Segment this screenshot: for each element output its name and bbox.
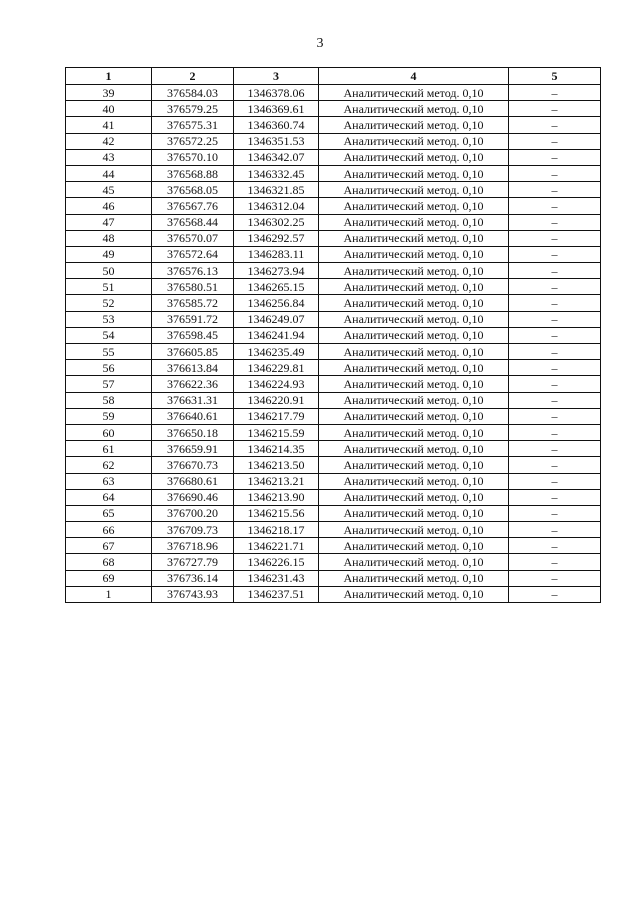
note-cell: – [509,149,601,165]
point-number-cell: 55 [66,344,152,360]
y-coordinate-cell: 1346265.15 [234,279,319,295]
x-coordinate-cell: 376659.91 [152,441,234,457]
table-row [66,408,601,424]
note-cell: – [509,230,601,246]
x-coordinate-cell: 376727.79 [152,554,234,570]
x-coordinate-cell: 376640.61 [152,408,234,424]
note-cell: – [509,489,601,505]
method-cell: Аналитический метод. 0,10 [319,263,509,279]
x-coordinate-cell: 376572.25 [152,133,234,149]
point-number-cell: 63 [66,473,152,489]
point-number-cell: 58 [66,392,152,408]
column-header-4: 4 [319,68,509,85]
table-row [66,101,601,117]
y-coordinate-cell: 1346218.17 [234,522,319,538]
coordinates-table [65,67,601,603]
point-number-cell: 48 [66,230,152,246]
point-number-cell: 52 [66,295,152,311]
point-number-cell: 47 [66,214,152,230]
x-coordinate-cell: 376591.72 [152,311,234,327]
method-cell: Аналитический метод. 0,10 [319,279,509,295]
point-number-cell: 41 [66,117,152,133]
y-coordinate-cell: 1346214.35 [234,441,319,457]
method-cell: Аналитический метод. 0,10 [319,295,509,311]
point-number-cell: 49 [66,246,152,262]
y-coordinate-cell: 1346378.06 [234,85,319,101]
point-number-cell: 45 [66,182,152,198]
x-coordinate-cell: 376622.36 [152,376,234,392]
note-cell: – [509,295,601,311]
note-cell: – [509,441,601,457]
method-cell: Аналитический метод. 0,10 [319,85,509,101]
point-number-cell: 64 [66,489,152,505]
method-cell: Аналитический метод. 0,10 [319,522,509,538]
note-cell: – [509,85,601,101]
note-cell: – [509,522,601,538]
x-coordinate-cell: 376743.93 [152,586,234,602]
y-coordinate-cell: 1346221.71 [234,538,319,554]
note-cell: – [509,311,601,327]
method-cell: Аналитический метод. 0,10 [319,327,509,343]
point-number-cell: 66 [66,522,152,538]
column-header-2: 2 [152,68,234,85]
note-cell: – [509,473,601,489]
note-cell: – [509,586,601,602]
method-cell: Аналитический метод. 0,10 [319,489,509,505]
point-number-cell: 60 [66,424,152,440]
x-coordinate-cell: 376605.85 [152,344,234,360]
point-number-cell: 39 [66,85,152,101]
note-cell: – [509,165,601,181]
table-row [66,344,601,360]
method-cell: Аналитический метод. 0,10 [319,182,509,198]
method-cell: Аналитический метод. 0,10 [319,376,509,392]
x-coordinate-cell: 376584.03 [152,85,234,101]
note-cell: – [509,214,601,230]
table-row [66,149,601,165]
table-row [66,376,601,392]
table-row [66,246,601,262]
y-coordinate-cell: 1346321.85 [234,182,319,198]
point-number-cell: 1 [66,586,152,602]
x-coordinate-cell: 376570.07 [152,230,234,246]
x-coordinate-cell: 376700.20 [152,505,234,521]
table-header-row [66,68,601,85]
note-cell: – [509,117,601,133]
y-coordinate-cell: 1346256.84 [234,295,319,311]
note-cell: – [509,538,601,554]
y-coordinate-cell: 1346213.50 [234,457,319,473]
x-coordinate-cell: 376680.61 [152,473,234,489]
note-cell: – [509,554,601,570]
table-row [66,554,601,570]
note-cell: – [509,327,601,343]
note-cell: – [509,182,601,198]
table-row [66,505,601,521]
table-row [66,133,601,149]
x-coordinate-cell: 376572.64 [152,246,234,262]
method-cell: Аналитический метод. 0,10 [319,457,509,473]
x-coordinate-cell: 376598.45 [152,327,234,343]
table-row [66,489,601,505]
method-cell: Аналитический метод. 0,10 [319,198,509,214]
note-cell: – [509,408,601,424]
method-cell: Аналитический метод. 0,10 [319,505,509,521]
y-coordinate-cell: 1346220.91 [234,392,319,408]
table-row [66,538,601,554]
x-coordinate-cell: 376570.10 [152,149,234,165]
y-coordinate-cell: 1346360.74 [234,117,319,133]
table-row [66,279,601,295]
method-cell: Аналитический метод. 0,10 [319,441,509,457]
x-coordinate-cell: 376736.14 [152,570,234,586]
point-number-cell: 40 [66,101,152,117]
x-coordinate-cell: 376718.96 [152,538,234,554]
point-number-cell: 51 [66,279,152,295]
table-row [66,117,601,133]
point-number-cell: 62 [66,457,152,473]
x-coordinate-cell: 376568.88 [152,165,234,181]
table-row [66,182,601,198]
x-coordinate-cell: 376650.18 [152,424,234,440]
table-row [66,295,601,311]
x-coordinate-cell: 376579.25 [152,101,234,117]
point-number-cell: 54 [66,327,152,343]
column-header-1: 1 [66,68,152,85]
point-number-cell: 53 [66,311,152,327]
y-coordinate-cell: 1346237.51 [234,586,319,602]
x-coordinate-cell: 376576.13 [152,263,234,279]
x-coordinate-cell: 376690.46 [152,489,234,505]
y-coordinate-cell: 1346283.11 [234,246,319,262]
point-number-cell: 50 [66,263,152,279]
method-cell: Аналитический метод. 0,10 [319,554,509,570]
y-coordinate-cell: 1346292.57 [234,230,319,246]
y-coordinate-cell: 1346249.07 [234,311,319,327]
point-number-cell: 61 [66,441,152,457]
x-coordinate-cell: 376568.44 [152,214,234,230]
method-cell: Аналитический метод. 0,10 [319,538,509,554]
table-row [66,586,601,602]
y-coordinate-cell: 1346231.43 [234,570,319,586]
x-coordinate-cell: 376568.05 [152,182,234,198]
table-row [66,570,601,586]
method-cell: Аналитический метод. 0,10 [319,570,509,586]
table-row [66,473,601,489]
point-number-cell: 67 [66,538,152,554]
note-cell: – [509,505,601,521]
method-cell: Аналитический метод. 0,10 [319,246,509,262]
note-cell: – [509,101,601,117]
method-cell: Аналитический метод. 0,10 [319,311,509,327]
method-cell: Аналитический метод. 0,10 [319,360,509,376]
note-cell: – [509,246,601,262]
table-row [66,198,601,214]
note-cell: – [509,392,601,408]
x-coordinate-cell: 376575.31 [152,117,234,133]
table-row [66,522,601,538]
y-coordinate-cell: 1346215.56 [234,505,319,521]
method-cell: Аналитический метод. 0,10 [319,133,509,149]
column-header-5: 5 [509,68,601,85]
method-cell: Аналитический метод. 0,10 [319,408,509,424]
note-cell: – [509,570,601,586]
point-number-cell: 42 [66,133,152,149]
x-coordinate-cell: 376670.73 [152,457,234,473]
method-cell: Аналитический метод. 0,10 [319,424,509,440]
note-cell: – [509,457,601,473]
point-number-cell: 68 [66,554,152,570]
method-cell: Аналитический метод. 0,10 [319,117,509,133]
table-row [66,392,601,408]
y-coordinate-cell: 1346351.53 [234,133,319,149]
method-cell: Аналитический метод. 0,10 [319,473,509,489]
point-number-cell: 56 [66,360,152,376]
x-coordinate-cell: 376585.72 [152,295,234,311]
x-coordinate-cell: 376631.31 [152,392,234,408]
note-cell: – [509,198,601,214]
table-row [66,230,601,246]
y-coordinate-cell: 1346226.15 [234,554,319,570]
table-body [66,85,601,603]
method-cell: Аналитический метод. 0,10 [319,149,509,165]
y-coordinate-cell: 1346273.94 [234,263,319,279]
method-cell: Аналитический метод. 0,10 [319,101,509,117]
point-number-cell: 65 [66,505,152,521]
x-coordinate-cell: 376709.73 [152,522,234,538]
table-row [66,457,601,473]
table-row [66,327,601,343]
y-coordinate-cell: 1346332.45 [234,165,319,181]
y-coordinate-cell: 1346369.61 [234,101,319,117]
method-cell: Аналитический метод. 0,10 [319,344,509,360]
method-cell: Аналитический метод. 0,10 [319,392,509,408]
note-cell: – [509,376,601,392]
y-coordinate-cell: 1346312.04 [234,198,319,214]
x-coordinate-cell: 376567.76 [152,198,234,214]
method-cell: Аналитический метод. 0,10 [319,214,509,230]
point-number-cell: 43 [66,149,152,165]
y-coordinate-cell: 1346235.49 [234,344,319,360]
y-coordinate-cell: 1346229.81 [234,360,319,376]
point-number-cell: 46 [66,198,152,214]
table-row [66,424,601,440]
note-cell: – [509,424,601,440]
y-coordinate-cell: 1346213.21 [234,473,319,489]
method-cell: Аналитический метод. 0,10 [319,586,509,602]
table-row [66,311,601,327]
column-header-3: 3 [234,68,319,85]
method-cell: Аналитический метод. 0,10 [319,230,509,246]
point-number-cell: 57 [66,376,152,392]
table-row [66,85,601,101]
table-row [66,214,601,230]
y-coordinate-cell: 1346241.94 [234,327,319,343]
y-coordinate-cell: 1346224.93 [234,376,319,392]
note-cell: – [509,344,601,360]
y-coordinate-cell: 1346213.90 [234,489,319,505]
table-row [66,360,601,376]
x-coordinate-cell: 376613.84 [152,360,234,376]
x-coordinate-cell: 376580.51 [152,279,234,295]
method-cell: Аналитический метод. 0,10 [319,165,509,181]
y-coordinate-cell: 1346217.79 [234,408,319,424]
table-row [66,263,601,279]
y-coordinate-cell: 1346215.59 [234,424,319,440]
point-number-cell: 44 [66,165,152,181]
note-cell: – [509,279,601,295]
page-number: 3 [316,36,324,51]
note-cell: – [509,133,601,149]
point-number-cell: 59 [66,408,152,424]
table-row [66,441,601,457]
table-row [66,165,601,181]
point-number-cell: 69 [66,570,152,586]
note-cell: – [509,360,601,376]
note-cell: – [509,263,601,279]
y-coordinate-cell: 1346302.25 [234,214,319,230]
y-coordinate-cell: 1346342.07 [234,149,319,165]
